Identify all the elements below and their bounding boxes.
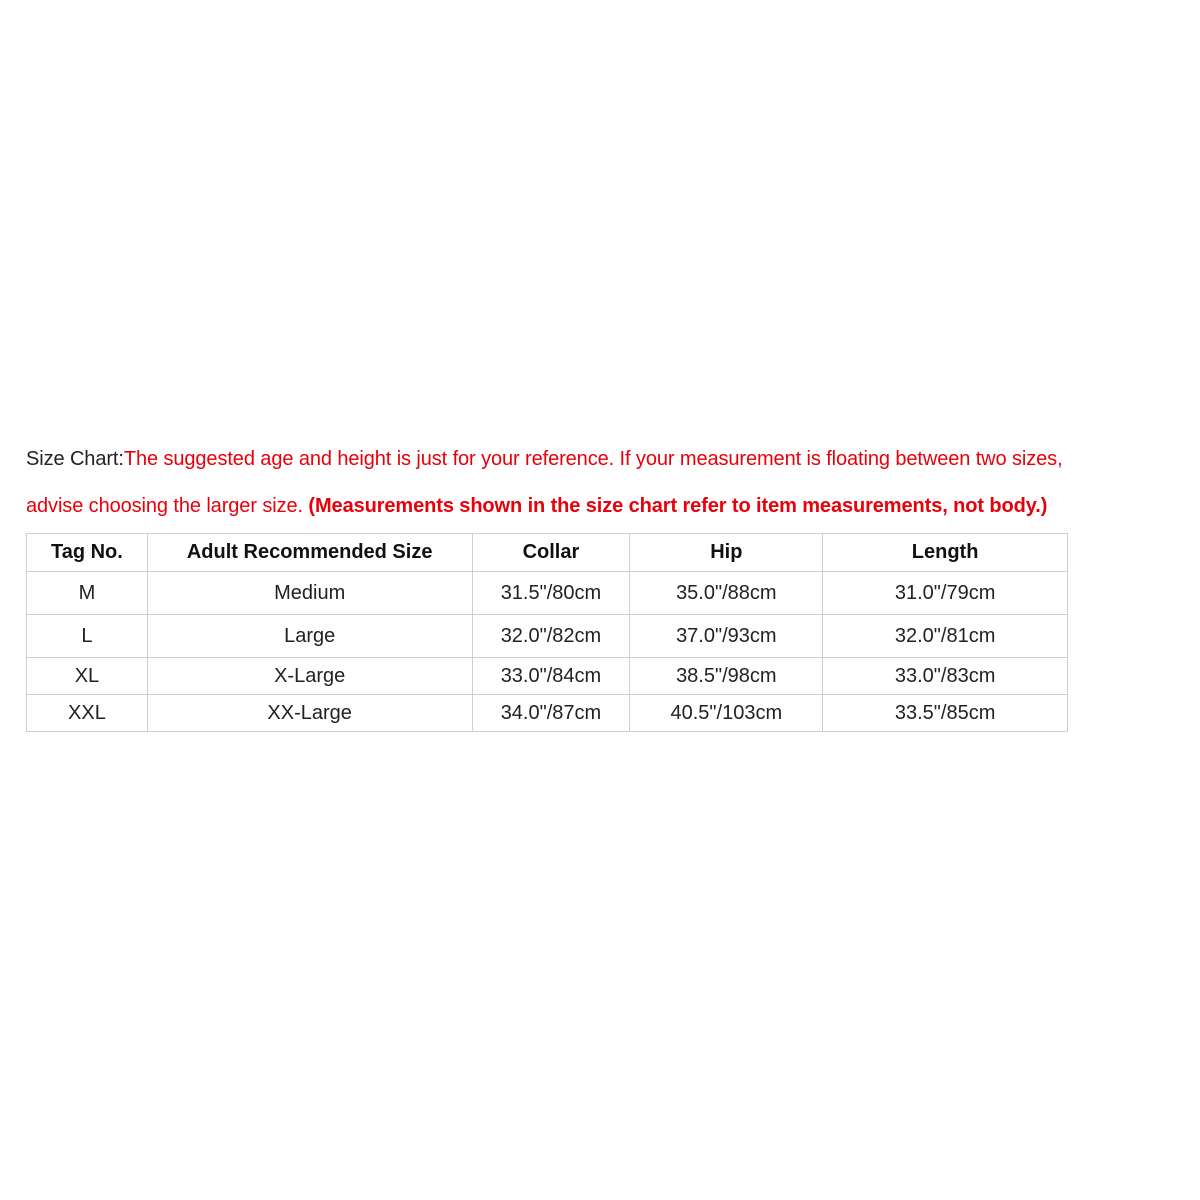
cell-tag-no: M bbox=[27, 572, 148, 615]
cell-recommended-size: Large bbox=[147, 615, 472, 658]
table-row bbox=[27, 572, 1068, 615]
cell-collar: 33.0"/84cm bbox=[472, 658, 630, 695]
header-adult-recommended-size: Adult Recommended Size bbox=[147, 534, 472, 572]
note-measurement-disclaimer: (Measurements shown in the size chart refer to item measurements, not body.) bbox=[308, 495, 1048, 517]
cell-recommended-size: Medium bbox=[147, 572, 472, 615]
size-table bbox=[26, 533, 1068, 732]
table-row bbox=[27, 695, 1068, 732]
cell-hip: 37.0"/93cm bbox=[630, 615, 823, 658]
cell-length: 31.0"/79cm bbox=[823, 572, 1068, 615]
table-header-row bbox=[27, 534, 1068, 572]
header-length: Length bbox=[823, 534, 1068, 572]
cell-collar: 34.0"/87cm bbox=[472, 695, 630, 732]
cell-recommended-size: X-Large bbox=[147, 658, 472, 695]
cell-length: 32.0"/81cm bbox=[823, 615, 1068, 658]
cell-length: 33.5"/85cm bbox=[823, 695, 1068, 732]
header-hip: Hip bbox=[630, 534, 823, 572]
cell-hip: 38.5"/98cm bbox=[630, 658, 823, 695]
cell-hip: 35.0"/88cm bbox=[630, 572, 823, 615]
cell-tag-no: XL bbox=[27, 658, 148, 695]
cell-length: 33.0"/83cm bbox=[823, 658, 1068, 695]
cell-collar: 32.0"/82cm bbox=[472, 615, 630, 658]
note-line-1 bbox=[26, 436, 1186, 483]
cell-tag-no: L bbox=[27, 615, 148, 658]
cell-hip: 40.5"/103cm bbox=[630, 695, 823, 732]
note-line-2 bbox=[26, 483, 1186, 530]
size-chart-label: Size Chart: bbox=[26, 448, 124, 470]
cell-tag-no: XXL bbox=[27, 695, 148, 732]
table-row bbox=[27, 615, 1068, 658]
note-reference-text: The suggested age and height is just for your reference. If your measurement is floating between two sizes, bbox=[123, 448, 1063, 470]
table-row bbox=[27, 658, 1068, 695]
note-advice-text: advise choosing the larger size. bbox=[26, 495, 309, 517]
cell-collar: 31.5"/80cm bbox=[472, 572, 630, 615]
header-tag-no: Tag No. bbox=[27, 534, 148, 572]
header-collar: Collar bbox=[472, 534, 630, 572]
size-chart-note bbox=[26, 436, 1186, 530]
cell-recommended-size: XX-Large bbox=[147, 695, 472, 732]
